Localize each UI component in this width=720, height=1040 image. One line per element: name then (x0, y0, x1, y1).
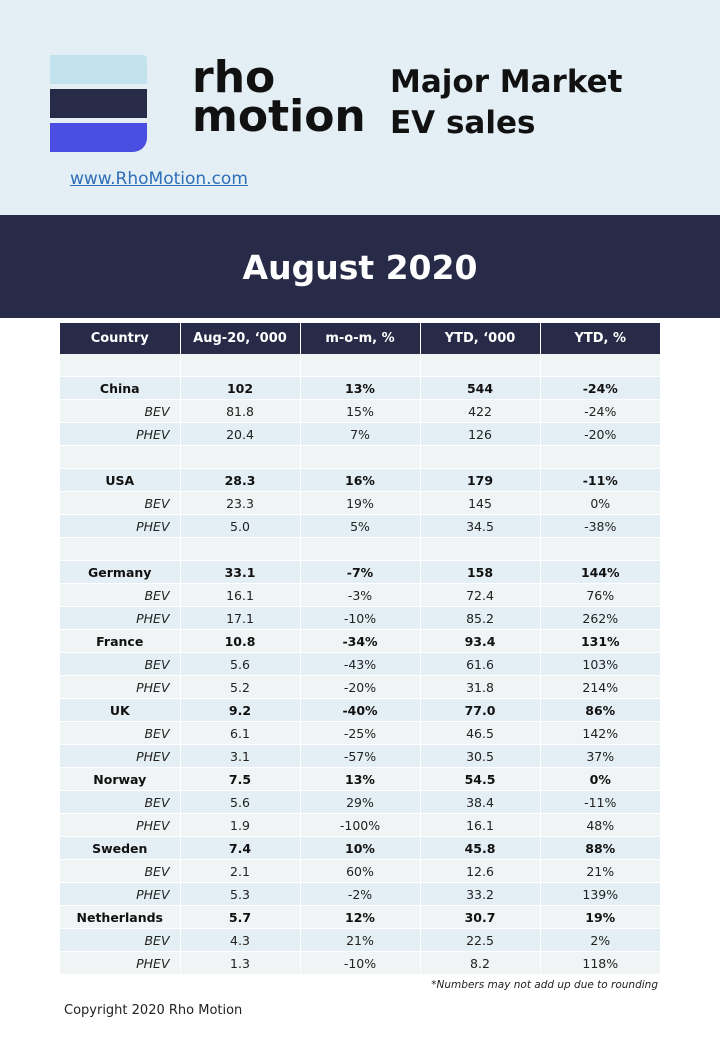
value-cell: 131% (540, 630, 660, 653)
country-name-cell: Netherlands (60, 906, 180, 929)
value-cell: -24% (540, 400, 660, 423)
country-row (60, 377, 660, 400)
value-cell: 31.8 (420, 676, 540, 699)
value-cell: 144% (540, 561, 660, 584)
value-cell: 60% (300, 860, 420, 883)
powertrain-label-cell: PHEV (60, 515, 180, 538)
brand-line-1: rho (192, 52, 276, 103)
powertrain-label-cell: BEV (60, 722, 180, 745)
value-cell: 139% (540, 883, 660, 906)
value-cell: -43% (300, 653, 420, 676)
value-cell: 19% (540, 906, 660, 929)
powertrain-label-cell: PHEV (60, 676, 180, 699)
value-cell: 30.7 (420, 906, 540, 929)
value-cell: 10% (300, 837, 420, 860)
empty-cell (60, 354, 180, 377)
value-cell: 21% (540, 860, 660, 883)
value-cell: 12% (300, 906, 420, 929)
value-cell: 81.8 (180, 400, 300, 423)
powertrain-row (60, 791, 660, 814)
empty-cell (60, 538, 180, 561)
country-row (60, 630, 660, 653)
value-cell: -24% (540, 377, 660, 400)
powertrain-row (60, 883, 660, 906)
powertrain-row (60, 745, 660, 768)
value-cell: 7% (300, 423, 420, 446)
value-cell: 7.4 (180, 837, 300, 860)
value-cell: 9.2 (180, 699, 300, 722)
value-cell: 17.1 (180, 607, 300, 630)
spacer-row (60, 538, 660, 561)
country-row (60, 561, 660, 584)
value-cell: -10% (300, 952, 420, 975)
table-body (60, 354, 660, 975)
empty-cell (180, 446, 300, 469)
column-header: Aug-20, ‘000 (180, 323, 300, 354)
value-cell: 0% (540, 768, 660, 791)
value-cell: -11% (540, 791, 660, 814)
copyright-notice: Copyright 2020 Rho Motion (64, 1003, 243, 1018)
powertrain-label-cell: PHEV (60, 745, 180, 768)
logo-bar-light (50, 55, 147, 84)
value-cell: 145 (420, 492, 540, 515)
title-line-2: EV sales (390, 105, 536, 141)
value-cell: 2% (540, 929, 660, 952)
column-header: YTD, ‘000 (420, 323, 540, 354)
value-cell: 13% (300, 377, 420, 400)
value-cell: 102 (180, 377, 300, 400)
powertrain-label-cell: PHEV (60, 883, 180, 906)
value-cell: -34% (300, 630, 420, 653)
value-cell: 1.9 (180, 814, 300, 837)
value-cell: 38.4 (420, 791, 540, 814)
value-cell: 214% (540, 676, 660, 699)
empty-cell (300, 446, 420, 469)
brand-wordmark (192, 52, 367, 142)
value-cell: 34.5 (420, 515, 540, 538)
powertrain-label-cell: PHEV (60, 952, 180, 975)
value-cell: 2.1 (180, 860, 300, 883)
value-cell: 72.4 (420, 584, 540, 607)
country-row (60, 837, 660, 860)
value-cell: 16.1 (420, 814, 540, 837)
powertrain-row (60, 929, 660, 952)
column-header: Country (60, 323, 180, 354)
country-name-cell: Germany (60, 561, 180, 584)
value-cell: 48% (540, 814, 660, 837)
value-cell: 15% (300, 400, 420, 423)
value-cell: 30.5 (420, 745, 540, 768)
value-cell: 5% (300, 515, 420, 538)
title-line-1: Major Market (390, 64, 623, 100)
spacer-row (60, 354, 660, 377)
brand-line-2: motion (192, 91, 366, 142)
powertrain-label-cell: PHEV (60, 423, 180, 446)
spacer-row (60, 446, 660, 469)
value-cell: 544 (420, 377, 540, 400)
value-cell: -57% (300, 745, 420, 768)
value-cell: -7% (300, 561, 420, 584)
value-cell: 23.3 (180, 492, 300, 515)
website-link[interactable]: www.RhoMotion.com (70, 169, 248, 189)
value-cell: 142% (540, 722, 660, 745)
value-cell: 5.7 (180, 906, 300, 929)
value-cell: 5.3 (180, 883, 300, 906)
value-cell: 16% (300, 469, 420, 492)
value-cell: 46.5 (420, 722, 540, 745)
value-cell: 5.2 (180, 676, 300, 699)
value-cell: 3.1 (180, 745, 300, 768)
value-cell: 45.8 (420, 837, 540, 860)
value-cell: 158 (420, 561, 540, 584)
value-cell: -20% (300, 676, 420, 699)
country-row (60, 469, 660, 492)
empty-cell (540, 538, 660, 561)
value-cell: 6.1 (180, 722, 300, 745)
value-cell: 5.6 (180, 791, 300, 814)
value-cell: -20% (540, 423, 660, 446)
value-cell: 422 (420, 400, 540, 423)
value-cell: -2% (300, 883, 420, 906)
rounding-footnote: *Numbers may not add up due to rounding (431, 979, 658, 991)
powertrain-row (60, 400, 660, 423)
value-cell: 33.1 (180, 561, 300, 584)
powertrain-row (60, 607, 660, 630)
powertrain-label-cell: BEV (60, 400, 180, 423)
value-cell: 103% (540, 653, 660, 676)
value-cell: 22.5 (420, 929, 540, 952)
value-cell: 37% (540, 745, 660, 768)
value-cell: 126 (420, 423, 540, 446)
column-header: YTD, % (540, 323, 660, 354)
powertrain-row (60, 653, 660, 676)
value-cell: 262% (540, 607, 660, 630)
country-name-cell: China (60, 377, 180, 400)
column-header: m-o-m, % (300, 323, 420, 354)
value-cell: 19% (300, 492, 420, 515)
empty-cell (60, 446, 180, 469)
value-cell: 13% (300, 768, 420, 791)
value-cell: 88% (540, 837, 660, 860)
empty-cell (540, 354, 660, 377)
period-banner (0, 215, 720, 318)
logo-bar-blue (50, 123, 147, 152)
value-cell: 1.3 (180, 952, 300, 975)
value-cell: -38% (540, 515, 660, 538)
country-name-cell: Norway (60, 768, 180, 791)
table-header-row (60, 323, 660, 354)
value-cell: 76% (540, 584, 660, 607)
country-name-cell: UK (60, 699, 180, 722)
value-cell: 20.4 (180, 423, 300, 446)
value-cell: 28.3 (180, 469, 300, 492)
powertrain-label-cell: BEV (60, 653, 180, 676)
value-cell: 7.5 (180, 768, 300, 791)
powertrain-row (60, 492, 660, 515)
country-row (60, 768, 660, 791)
powertrain-label-cell: BEV (60, 929, 180, 952)
ev-sales-table (60, 323, 660, 975)
powertrain-row (60, 423, 660, 446)
powertrain-row (60, 515, 660, 538)
powertrain-row (60, 722, 660, 745)
powertrain-label-cell: BEV (60, 860, 180, 883)
powertrain-label-cell: BEV (60, 492, 180, 515)
powertrain-row (60, 584, 660, 607)
powertrain-label-cell: BEV (60, 584, 180, 607)
header (0, 0, 720, 215)
value-cell: -40% (300, 699, 420, 722)
powertrain-label-cell: BEV (60, 791, 180, 814)
country-row (60, 906, 660, 929)
logo-bar-navy (50, 89, 147, 118)
value-cell: 86% (540, 699, 660, 722)
value-cell: 93.4 (420, 630, 540, 653)
country-name-cell: USA (60, 469, 180, 492)
value-cell: -25% (300, 722, 420, 745)
value-cell: -3% (300, 584, 420, 607)
empty-cell (180, 538, 300, 561)
value-cell: 61.6 (420, 653, 540, 676)
empty-cell (420, 354, 540, 377)
empty-cell (180, 354, 300, 377)
value-cell: 0% (540, 492, 660, 515)
value-cell: 21% (300, 929, 420, 952)
ev-sales-table-container (60, 323, 660, 975)
powertrain-row (60, 952, 660, 975)
value-cell: 16.1 (180, 584, 300, 607)
powertrain-row (60, 814, 660, 837)
value-cell: 10.8 (180, 630, 300, 653)
value-cell: 33.2 (420, 883, 540, 906)
value-cell: 85.2 (420, 607, 540, 630)
value-cell: 77.0 (420, 699, 540, 722)
value-cell: 4.3 (180, 929, 300, 952)
country-name-cell: France (60, 630, 180, 653)
powertrain-row (60, 676, 660, 699)
empty-cell (420, 446, 540, 469)
empty-cell (300, 538, 420, 561)
powertrain-label-cell: PHEV (60, 607, 180, 630)
country-row (60, 699, 660, 722)
period-title: August 2020 (242, 248, 478, 287)
value-cell: 12.6 (420, 860, 540, 883)
value-cell: -11% (540, 469, 660, 492)
value-cell: 5.6 (180, 653, 300, 676)
country-name-cell: Sweden (60, 837, 180, 860)
value-cell: 118% (540, 952, 660, 975)
value-cell: 8.2 (420, 952, 540, 975)
value-cell: 5.0 (180, 515, 300, 538)
value-cell: 54.5 (420, 768, 540, 791)
rho-motion-logo-icon (50, 55, 147, 152)
value-cell: 179 (420, 469, 540, 492)
value-cell: -100% (300, 814, 420, 837)
empty-cell (300, 354, 420, 377)
powertrain-label-cell: PHEV (60, 814, 180, 837)
value-cell: -10% (300, 607, 420, 630)
empty-cell (540, 446, 660, 469)
empty-cell (420, 538, 540, 561)
value-cell: 29% (300, 791, 420, 814)
powertrain-row (60, 860, 660, 883)
page-title (390, 62, 690, 144)
